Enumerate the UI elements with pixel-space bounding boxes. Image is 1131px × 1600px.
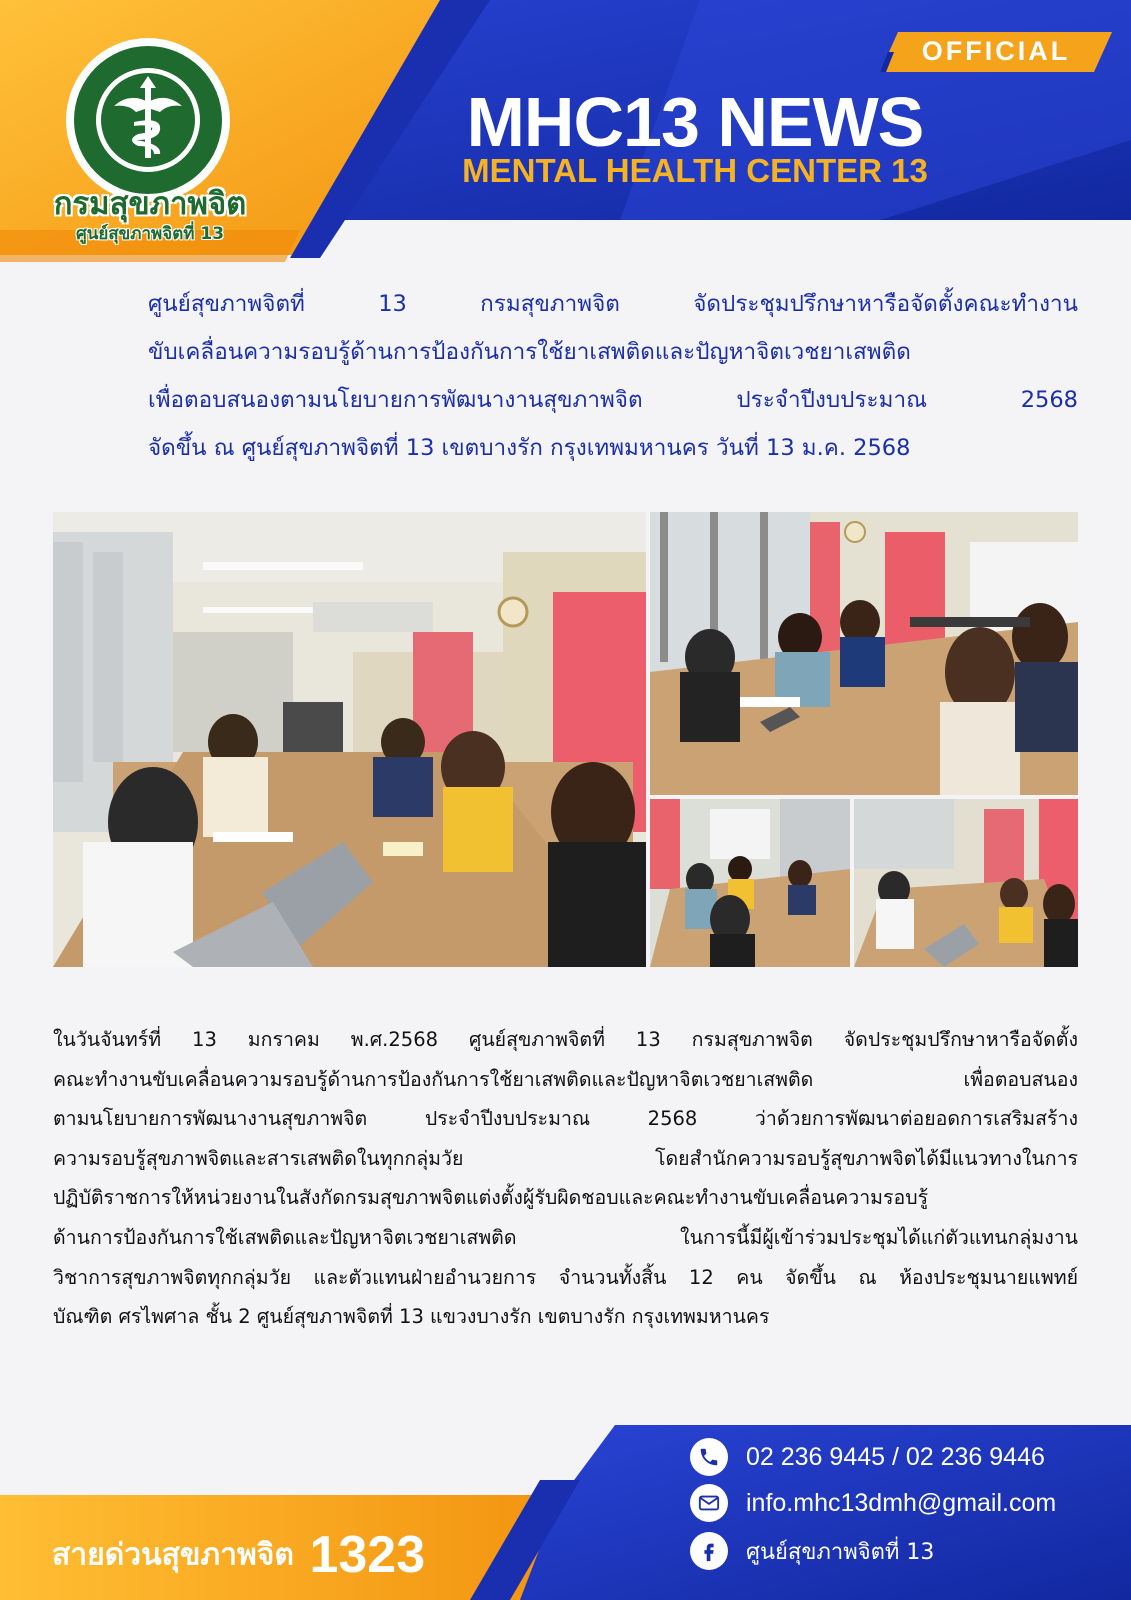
body-line: ด้านการป้องกันการใช้เสพติดและปัญหาจิตเวชยาเสพติด ในการนี้มีผู้เข้าร่วมประชุมได้แก่ตัวแทนกลุ่มงาน [53,1225,1078,1249]
body-line: ปฏิบัติราชการให้หน่วยงานในสังกัดกรมสุขภาพจิตแต่งตั้งผู้รับผิดชอบและคณะทำงานขับเคลื่อนความรอบรู้ [53,1186,929,1210]
body-line: ในวันจันทร์ที่ 13 มกราคม พ.ศ.2568 ศูนย์สุขภาพจิตที่ 13 กรมสุขภาพจิต จัดประชุมปรึกษาหารือจัดตั้ง [53,1028,1078,1051]
email-address: info.mhc13dmh@gmail.com [746,1488,1057,1517]
news-title: MHC13 NEWS [466,83,924,161]
headline-line: เพื่อตอบสนองตามนโยบายการพัฒนางานสุขภาพจิต ประจำปีงบประมาณ 2568 [148,387,1078,413]
hotline-number[interactable]: 1323 [309,1526,426,1584]
page-footer [0,1425,1131,1600]
email-contact[interactable] [690,1483,1056,1523]
phone-icon [690,1438,728,1476]
news-subtitle: MENTAL HEALTH CENTER 13 [462,152,928,189]
official-badge-label: OFFICIAL [921,36,1071,66]
photo-collage [53,512,1078,967]
article-body [53,1020,1078,1337]
meeting-photo-bottom-left [650,799,850,967]
meeting-photo-top-right [650,512,1078,795]
page-header [0,0,1131,265]
meeting-photo-bottom-right [854,799,1078,967]
department-name: กรมสุขภาพจิต [53,186,247,222]
body-line: คณะทำงานขับเคลื่อนความรอบรู้ด้านการป้องกันการใช้ยาเสพติดและปัญหาจิตเวชยาเสพติด เพื่อตอบสนอง [53,1067,1078,1091]
body-line: วิชาการสุขภาพจิตทุกกลุ่มวัย และตัวแทนฝ่ายอำนวยการ จำนวนทั้งสิ้น 12 คน จัดขึ้น ณ ห้องประชุมนายแพทย์ [53,1265,1078,1289]
facebook-contact[interactable] [690,1531,934,1571]
phone-contact[interactable] [690,1437,1045,1477]
email-icon [690,1484,728,1522]
headline-line: จัดขึ้น ณ ศูนย์สุขภาพจิตที่ 13 เขตบางรัก กรุงเทพมหานคร วันที่ 13 ม.ค. 2568 [148,435,911,461]
body-line: ความรอบรู้สุขภาพจิตและสารเสพติดในทุกกลุ่มวัย โดยสำนักความรอบรู้สุขภาพจิตได้มีแนวทางในการ [53,1146,1078,1170]
headline-line: ขับเคลื่อนความรอบรู้ด้านการป้องกันการใช้ยาเสพติดและปัญหาจิตเวชยาเสพติด [148,339,911,365]
facebook-icon [690,1532,728,1570]
facebook-page-name: ศูนย์สุขภาพจิตที่ 13 [746,1539,935,1565]
headline [148,280,1078,472]
center-name: ศูนย์สุขภาพจิตที่ 13 [75,224,225,244]
mental-health-hotline [52,1525,425,1585]
hotline-label: สายด่วนสุขภาพจิต [52,1537,294,1573]
body-line: ตามนโยบายการพัฒนางานสุขภาพจิต ประจำปีงบประมาณ 2568 ว่าด้วยการพัฒนาต่อยอดการเสริมสร้าง [53,1107,1078,1131]
body-line: บัณฑิต ศรไพศาล ชั้น 2 ศูนย์สุขภาพจิตที่ 13 แขวงบางรัก เขตบางรัก กรุงเทพมหานคร [53,1305,770,1329]
headline-line: ศูนย์สุขภาพจิตที่ 13 กรมสุขภาพจิต จัดประชุมปรึกษาหารือจัดตั้งคณะทำงาน [148,291,1078,317]
meeting-photo-main [53,512,646,967]
phone-number: 02 236 9445 / 02 236 9446 [746,1442,1045,1471]
